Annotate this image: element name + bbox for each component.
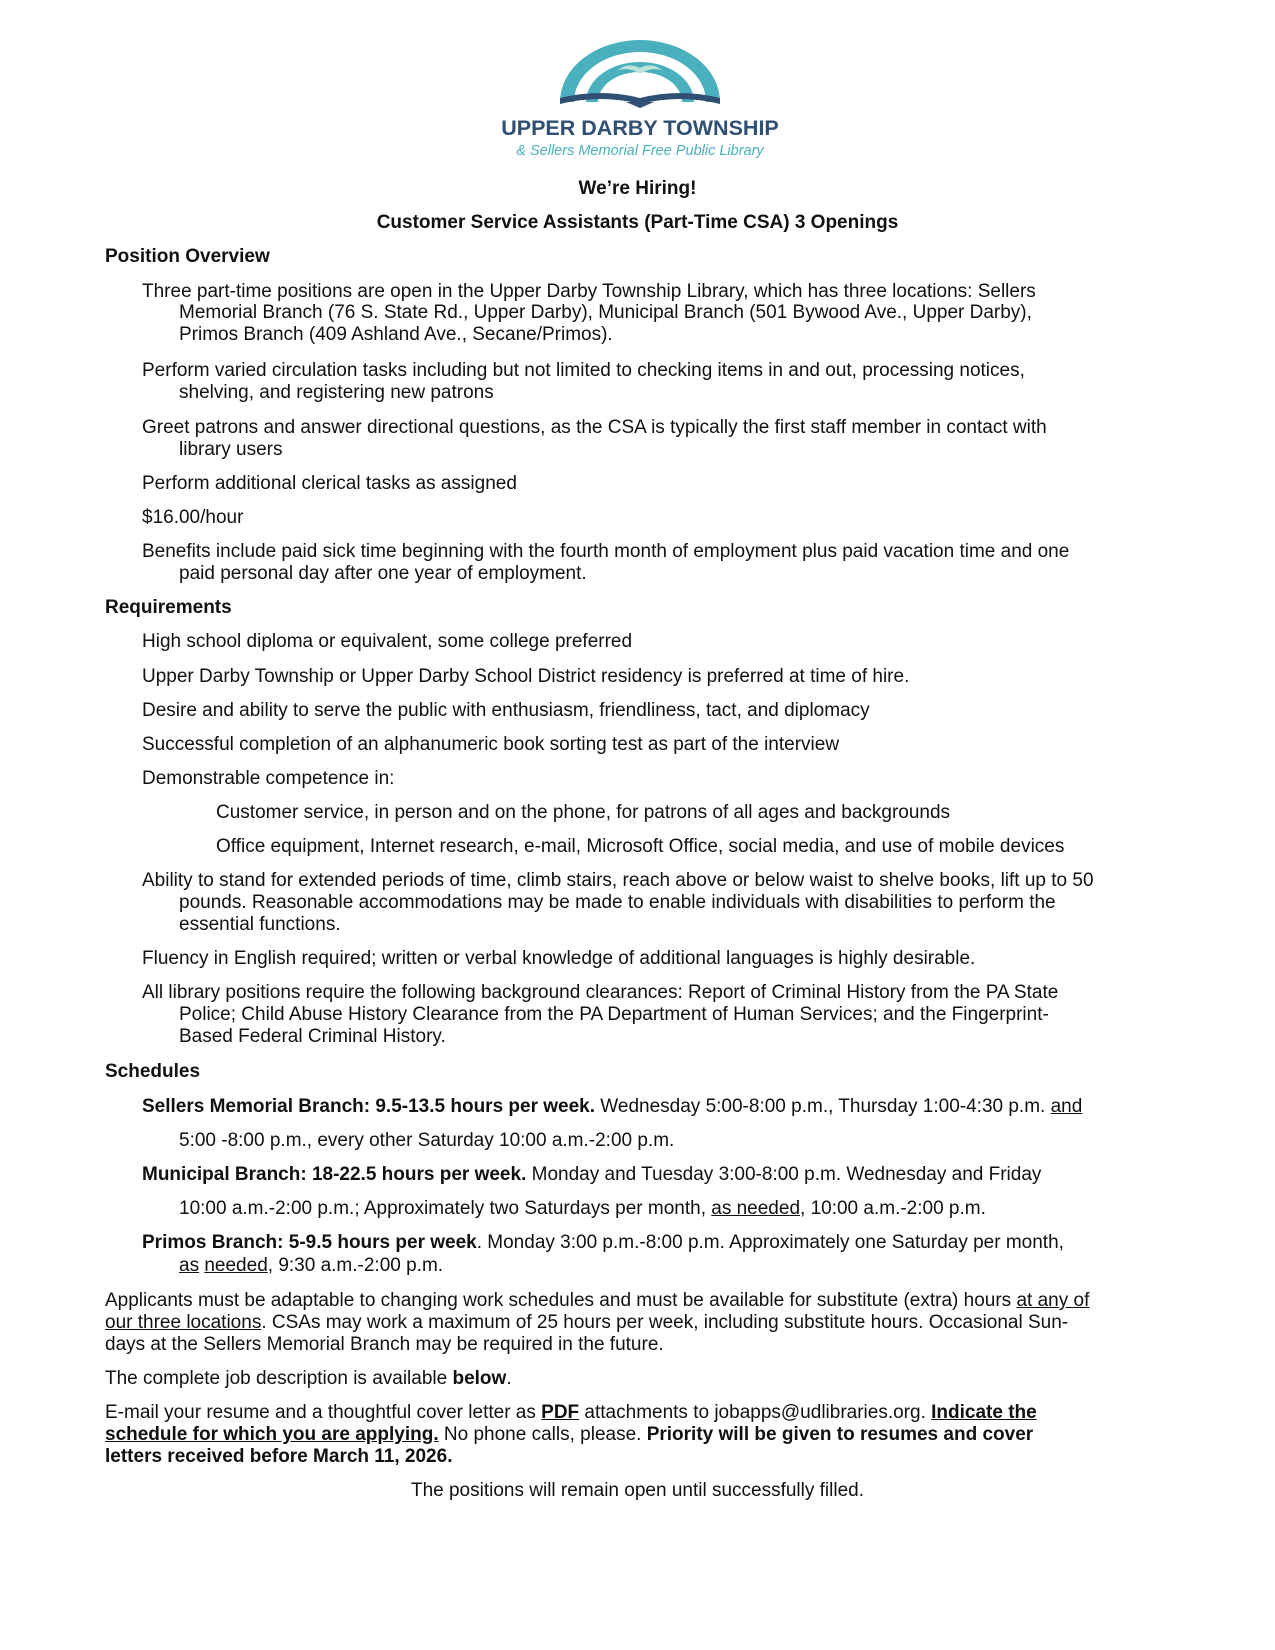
sellers-text1: Wednesday 5:00-8:00 p.m., Thursday 1:00-4:30 p.m. bbox=[595, 1096, 1051, 1117]
overview-p3-line2: library users bbox=[179, 439, 283, 460]
requirement-6-line2: pounds. Reasonable accommodations may be made to enable individuals with disabilities to perform the bbox=[179, 892, 1056, 913]
final-note: The positions will remain open until successfully filled. bbox=[410, 1480, 865, 1501]
logo-name: UPPER DARBY TOWNSHIP bbox=[501, 116, 779, 140]
primos-schedule-line1 bbox=[142, 1232, 1064, 1254]
email-line1 bbox=[105, 1402, 1037, 1424]
overview-p1-line2: Memorial Branch (76 S. State Rd., Upper Darby), Municipal Branch (501 Bywood Ave., Upper Darby), bbox=[179, 302, 1032, 323]
overview-heading: Position Overview bbox=[105, 246, 270, 267]
primos-needed: needed bbox=[204, 1255, 268, 1276]
job-description-text: The complete job description is available bbox=[105, 1368, 453, 1389]
primos-schedule-line2 bbox=[179, 1255, 443, 1277]
hiring-heading: We’re Hiring! bbox=[578, 178, 697, 199]
requirement-1: High school diploma or equivalent, some college preferred bbox=[142, 631, 633, 652]
primos-text2: , 9:30 a.m.-2:00 p.m. bbox=[267, 1255, 444, 1276]
overview-p6-line1: Benefits include paid sick time beginning with the fourth month of employment plus paid vacation time and one bbox=[142, 541, 1070, 562]
municipal-text1: Monday and Tuesday 3:00-8:00 p.m. Wednesday and Friday bbox=[526, 1164, 1042, 1185]
requirement-8-line3: Based Federal Criminal History. bbox=[179, 1026, 446, 1047]
overview-p1-line1: Three part-time positions are open in the Upper Darby Township Library, which has three locations: Sellers bbox=[142, 281, 1036, 302]
sellers-and: and bbox=[1050, 1096, 1083, 1117]
email-line2 bbox=[105, 1424, 1033, 1446]
adaptable-line3: days at the Sellers Memorial Branch may be required in the future. bbox=[105, 1334, 664, 1355]
municipal-label: Municipal Branch: 18-22.5 hours per week. bbox=[142, 1164, 527, 1185]
page-title: Customer Service Assistants (Part-Time CSA) 3 Openings bbox=[376, 212, 899, 233]
adaptable-at-any-of: at any of bbox=[1016, 1290, 1090, 1311]
overview-p2-line2: shelving, and registering new patrons bbox=[179, 382, 494, 403]
job-description-period: . bbox=[506, 1368, 512, 1389]
email-address-text: attachments to jobapps@udlibraries.org. bbox=[579, 1402, 932, 1423]
email-text1: E-mail your resume and a thoughtful cover letter as bbox=[105, 1402, 542, 1423]
primos-as: as bbox=[179, 1255, 200, 1276]
adaptable-line2 bbox=[105, 1312, 1068, 1334]
requirement-3: Desire and ability to serve the public with enthusiasm, friendliness, tact, and diplomacy bbox=[142, 700, 870, 721]
email-no-calls: No phone calls, please. bbox=[438, 1424, 647, 1445]
adaptable-text1: Applicants must be adaptable to changing work schedules and must be available for substitute (extra) hours bbox=[105, 1290, 1017, 1311]
job-description-below: below bbox=[452, 1368, 507, 1389]
requirement-6-line3: essential functions. bbox=[179, 914, 341, 935]
requirement-5a: Customer service, in person and on the phone, for patrons of all ages and backgrounds bbox=[216, 802, 951, 823]
primos-label: Primos Branch: 5-9.5 hours per week bbox=[142, 1232, 477, 1253]
requirement-7: Fluency in English required; written or verbal knowledge of additional languages is highly desirable. bbox=[142, 948, 976, 969]
sellers-schedule-line1 bbox=[142, 1096, 1082, 1118]
requirement-2: Upper Darby Township or Upper Darby School District residency is preferred at time of hire. bbox=[142, 666, 910, 687]
requirement-6-line1: Ability to stand for extended periods of time, climb stairs, reach above or below waist to shelve books, lift up to 50 bbox=[142, 870, 1094, 891]
sellers-label: Sellers Memorial Branch: 9.5-13.5 hours per week. bbox=[142, 1096, 596, 1117]
library-logo bbox=[490, 22, 790, 167]
email-pdf: PDF bbox=[541, 1402, 580, 1423]
email-schedule: schedule for which you are applying. bbox=[105, 1424, 439, 1445]
municipal-text2a: 10:00 a.m.-2:00 p.m.; Approximately two Saturdays per month, bbox=[179, 1198, 712, 1219]
primos-text1: . Monday 3:00 p.m.-8:00 p.m. Approximately one Saturday per month, bbox=[476, 1232, 1064, 1253]
requirements-heading: Requirements bbox=[105, 597, 232, 618]
requirement-5: Demonstrable competence in: bbox=[142, 768, 395, 789]
requirement-8-line2: Police; Child Abuse History Clearance from the PA Department of Human Services; and the Fingerprint- bbox=[179, 1004, 1049, 1025]
email-priority: Priority will be given to resumes and cover bbox=[646, 1424, 1034, 1445]
municipal-text2b: , 10:00 a.m.-2:00 p.m. bbox=[800, 1198, 986, 1219]
requirement-5b: Office equipment, Internet research, e-mail, Microsoft Office, social media, and use of mobile devices bbox=[216, 836, 1065, 857]
requirement-4: Successful completion of an alphanumeric book sorting test as part of the interview bbox=[142, 734, 840, 755]
adaptable-text2: . CSAs may work a maximum of 25 hours per week, including substitute hours. Occasional Sun- bbox=[261, 1312, 1069, 1333]
library-arch-icon bbox=[490, 22, 790, 114]
municipal-schedule-line1 bbox=[142, 1164, 1041, 1186]
requirement-8-line1: All library positions require the following background clearances: Report of Criminal History from the PA State bbox=[142, 982, 1059, 1003]
overview-p1-line3: Primos Branch (409 Ashland Ave., Secane/Primos). bbox=[179, 324, 613, 345]
overview-p6-line2: paid personal day after one year of employment. bbox=[179, 563, 587, 584]
logo-subtitle: & Sellers Memorial Free Public Library bbox=[516, 143, 764, 159]
municipal-as-needed: as needed bbox=[711, 1198, 801, 1219]
municipal-schedule-line2 bbox=[179, 1198, 986, 1220]
adaptable-line1 bbox=[105, 1290, 1089, 1312]
adaptable-locations: our three locations bbox=[105, 1312, 262, 1333]
email-line3: letters received before March 11, 2026. bbox=[105, 1446, 453, 1467]
job-description-note bbox=[105, 1368, 512, 1390]
overview-p2-line1: Perform varied circulation tasks including but not limited to checking items in and out, processing notices, bbox=[142, 360, 1025, 381]
schedules-heading: Schedules bbox=[105, 1061, 201, 1082]
sellers-schedule-line2: 5:00 -8:00 p.m., every other Saturday 10:00 a.m.-2:00 p.m. bbox=[179, 1130, 675, 1151]
overview-p4: Perform additional clerical tasks as assigned bbox=[142, 473, 517, 494]
overview-p3-line1: Greet patrons and answer directional questions, as the CSA is typically the first staff member in contact with bbox=[142, 417, 1047, 438]
overview-p5: $16.00/hour bbox=[142, 507, 244, 528]
email-indicate: Indicate the bbox=[931, 1402, 1037, 1423]
